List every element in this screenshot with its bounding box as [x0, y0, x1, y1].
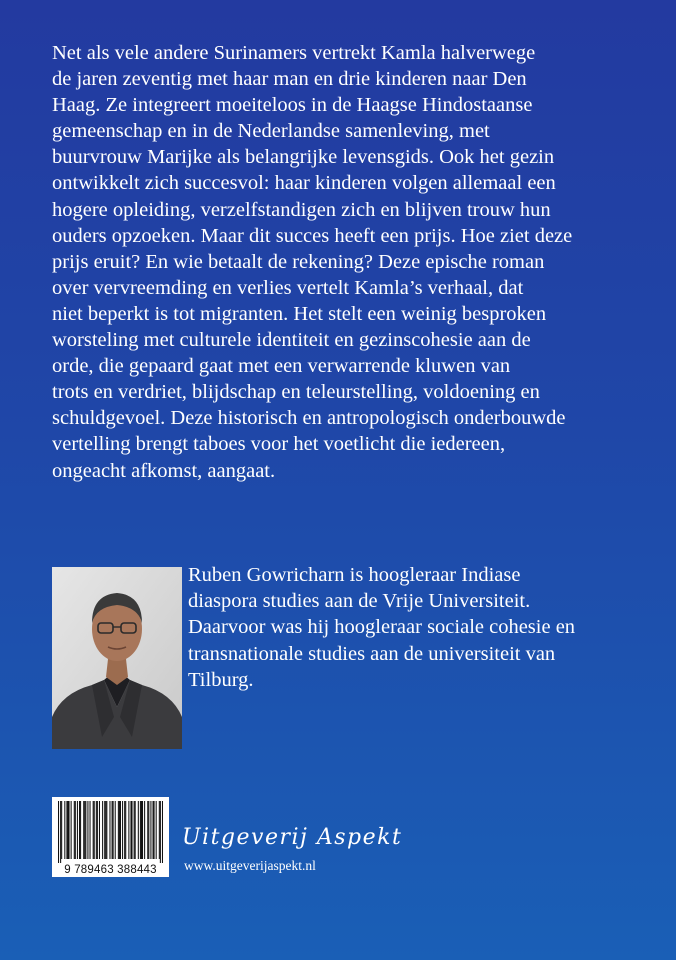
barcode-bar: [67, 801, 68, 859]
barcode-bar: [132, 801, 133, 859]
barcode-bar: [124, 801, 125, 859]
blurb-line: schuldgevoel. Deze historisch en antropologisch onderbouwde: [52, 407, 566, 430]
blurb-line: vertelling brengt taboes voor het voetlicht die iedereen,: [52, 433, 506, 456]
barcode-bar: [74, 801, 75, 859]
blurb-line: over vervreemding en verlies vertelt Kamla’s verhaal, dat: [52, 276, 524, 299]
barcode-bar: [160, 801, 161, 863]
publisher-url[interactable]: www.uitgeverijaspekt.nl: [184, 858, 316, 873]
barcode-bar: [119, 801, 120, 859]
barcode-bar: [106, 801, 107, 859]
barcode-bar: [99, 801, 100, 859]
barcode-bar: [113, 801, 114, 859]
barcode-bar: [128, 801, 129, 859]
barcode-bar: [61, 801, 62, 859]
barcode-bar: [102, 801, 103, 859]
barcode-bar: [148, 801, 149, 859]
blurb-line: prijs eruit? En wie betaalt de rekening? Deze epische roman: [52, 250, 545, 273]
author-bio-line: Daarvoor was hij hoogleraar sociale cohesie en: [188, 616, 576, 639]
barcode-bar: [79, 801, 80, 859]
barcode-bar: [144, 801, 145, 859]
barcode-bar: [83, 801, 84, 859]
blurb-line: worsteling met culturele identiteit en gezinscohesie aan de: [52, 329, 531, 352]
barcode-bar: [66, 801, 67, 859]
barcode-bar: [118, 801, 119, 859]
barcode-bar: [138, 801, 139, 859]
barcode-bar: [97, 801, 98, 859]
barcode-digits: 9 789463 388443: [64, 864, 157, 876]
barcode-bar: [141, 801, 142, 859]
barcode-bar: [162, 801, 163, 863]
svg-text:Uitgeverij Aspekt: Uitgeverij Aspekt: [182, 825, 403, 850]
blurb-line: ongeacht afkomst, aangaat.: [52, 459, 276, 482]
blurb-line: gemeenschap en in de Nederlandse samenleving, met: [52, 120, 490, 143]
barcode-bar: [105, 801, 106, 859]
author-photo: [52, 567, 182, 749]
barcode-bar: [58, 801, 59, 863]
barcode-bar: [122, 801, 123, 859]
barcode-bar: [84, 801, 85, 859]
barcode-bar: [85, 801, 86, 859]
barcode-bar: [115, 801, 116, 859]
barcode-bar: [112, 801, 113, 859]
barcode-bar: [125, 801, 126, 859]
barcode-bar: [147, 801, 148, 859]
barcode-bar: [64, 801, 65, 859]
blurb-line: trots en verdriet, blijdschap en teleurstelling, voldoening en: [52, 381, 540, 404]
barcode-bar: [96, 801, 97, 859]
barcode-bar: [69, 801, 70, 859]
back-cover-blurb: [52, 40, 632, 484]
author-bio-line: Ruben Gowricharn is hoogleraar Indiase: [188, 564, 521, 586]
author-bio-line: Tilburg.: [188, 668, 254, 691]
barcode-bar: [134, 801, 135, 859]
barcode-bar: [156, 801, 157, 859]
barcode-bar: [94, 801, 95, 859]
blurb-line: ontwikkelt zich succesvol: haar kinderen volgen allemaal een: [52, 172, 556, 195]
barcode-bar: [135, 801, 136, 859]
blurb-line: ouders opzoeken. Maar dit succes heeft een prijs. Hoe ziet deze: [52, 224, 573, 247]
barcode-bar: [60, 801, 61, 863]
author-bio: [188, 562, 658, 693]
barcode-bar: [71, 801, 72, 859]
barcode-bars: [52, 797, 169, 863]
barcode-bar: [140, 801, 141, 859]
barcode-bar: [120, 801, 121, 859]
author-bio-line: transnationale studies aan de universiteit van: [188, 642, 556, 665]
blurb-line: orde, die gepaard gaat met een verwarrende kluwen van: [52, 355, 511, 378]
barcode-bar: [104, 801, 105, 859]
isbn-barcode: [52, 797, 169, 877]
author-bio-line: diaspora studies aan de Vrije Universiteit.: [188, 590, 531, 613]
barcode-bar: [109, 801, 110, 859]
barcode-bar: [77, 801, 78, 859]
blurb-line: Net als vele andere Surinamers vertrekt Kamla halverwege: [52, 42, 536, 64]
blurb-line: niet beperkt is tot migranten. Het stelt een weinig besproken: [52, 302, 547, 325]
barcode-bar: [87, 801, 88, 859]
publisher-logo: [182, 818, 403, 854]
blurb-line: buurvrouw Marijke als belangrijke levensgids. Ook het gezin: [52, 146, 555, 169]
blurb-line: de jaren zeventig met haar man en drie kinderen naar Den: [52, 68, 527, 91]
barcode-bar: [159, 801, 160, 859]
blurb-line: hogere opleiding, verzelfstandigen zich en blijven trouw hun: [52, 198, 551, 221]
barcode-bar: [153, 801, 154, 859]
barcode-bar: [93, 801, 94, 859]
blurb-line: Haag. Ze integreert moeiteloos in de Haagse Hindostaanse: [52, 94, 533, 117]
barcode-bar: [142, 801, 143, 859]
barcode-bar: [154, 801, 155, 859]
barcode-bar: [150, 801, 151, 859]
barcode-bar: [75, 801, 76, 859]
barcode-bar: [130, 801, 131, 859]
barcode-bar: [90, 801, 91, 859]
barcode-bar: [80, 801, 81, 859]
